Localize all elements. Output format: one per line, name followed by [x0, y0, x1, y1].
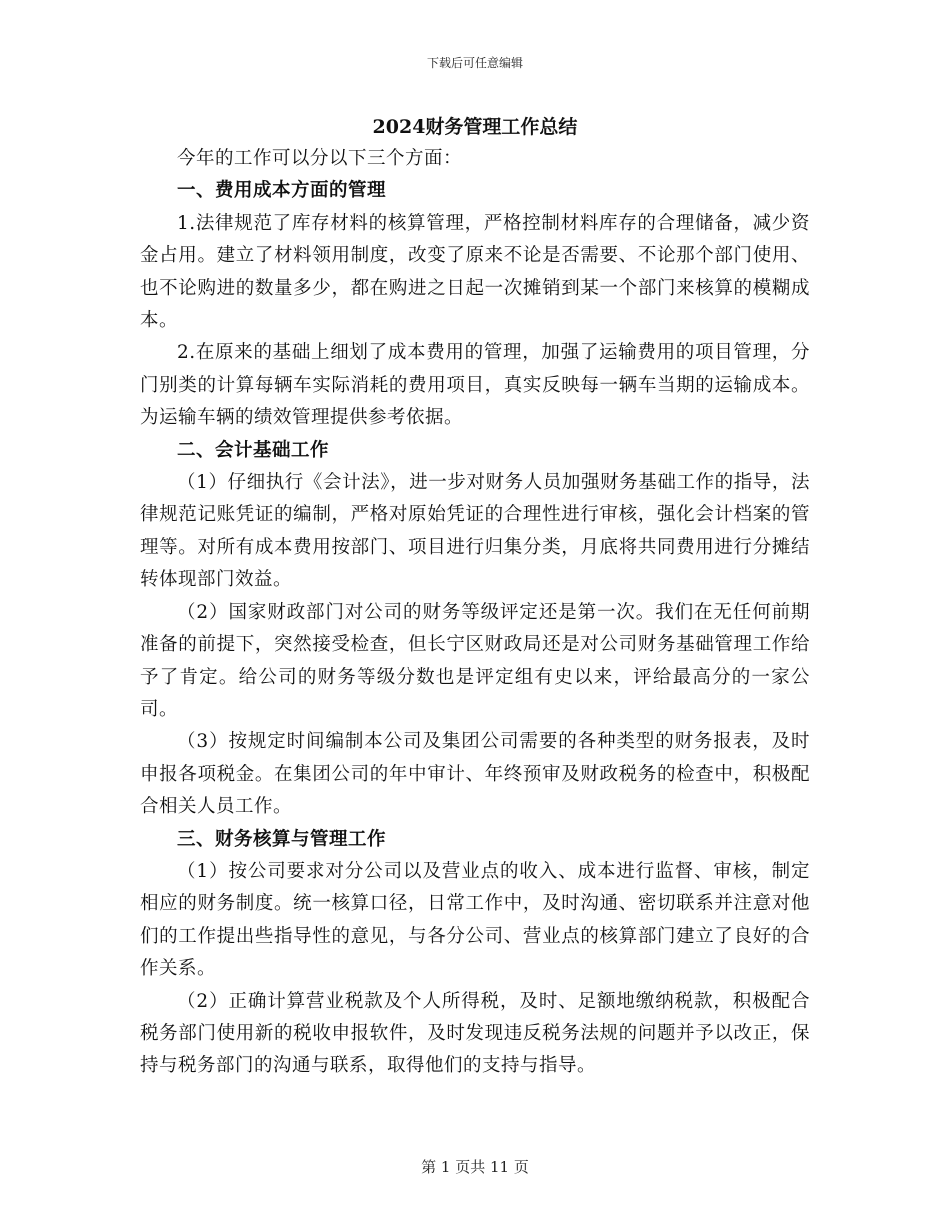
- paragraph: 1.法律规范了库存材料的核算管理，严格控制材料库存的合理储备，减少资金占用。建立了材料领用制度，改变了原来不论是否需要、不论那个部门使用、也不论购进的数量多少，都在购进之日起一次摊销到某一个部门来核算的模糊成本。: [140, 212, 810, 332]
- page-header: 下载后可任意编辑: [426, 56, 523, 70]
- section-heading-3: 三、财务核算与管理工作: [177, 828, 387, 850]
- document-body: [140, 143, 810, 1083]
- document-title: 2024财务管理工作总结: [372, 116, 578, 138]
- paragraph: （2）正确计算营业税款及个人所得税，及时、足额地缴纳税款，积极配合税务部门使用新的税收申报软件，及时发现违反税务法规的问题并予以改正，保持与税务部门的沟通与联系，取得他们的支持与指导。: [140, 990, 810, 1077]
- paragraph-intro: 今年的工作可以分以下三个方面：: [177, 148, 463, 169]
- page-footer: 第 1 页共 11 页: [421, 1158, 529, 1176]
- paragraph: （1）按公司要求对分公司以及营业点的收入、成本进行监督、审核，制定相应的财务制度。统一核算口径，日常工作中，及时沟通、密切联系并注意对他们的工作提出些指导性的意见，与各分公司、营业点的核算部门建立了良好的合作关系。: [140, 860, 810, 980]
- section-heading-2: 二、会计基础工作: [177, 439, 330, 461]
- paragraph: （1）仔细执行《会计法》，进一步对财务人员加强财务基础工作的指导，法律规范记账凭证的编制，严格对原始凭证的合理性进行审核，强化会计档案的管理等。对所有成本费用按部门、项目进行归集分类，月底将共同费用进行分摊结转体现部门效益。: [140, 472, 810, 591]
- paragraph: 2.在原来的基础上细划了成本费用的管理，加强了运输费用的项目管理，分门别类的计算每辆车实际消耗的费用项目，真实反映每一辆车当期的运输成本。为运输车辆的绩效管理提供参考依据。: [140, 342, 810, 429]
- paragraph: （2）国家财政部门对公司的财务等级评定还是第一次。我们在无任何前期准备的前提下，突然接受检查，但长宁区财政局还是对公司财务基础管理工作给予了肯定。给公司的财务等级分数也是评定组有史以来，评给最高分的一家公司。: [140, 601, 810, 720]
- paragraph: （3）按规定时间编制本公司及集团公司需要的各种类型的财务报表，及时申报各项税金。在集团公司的年中审计、年终预审及财政税务的检查中，积极配合相关人员工作。: [140, 731, 810, 818]
- section-heading-1: 一、费用成本方面的管理: [177, 180, 387, 202]
